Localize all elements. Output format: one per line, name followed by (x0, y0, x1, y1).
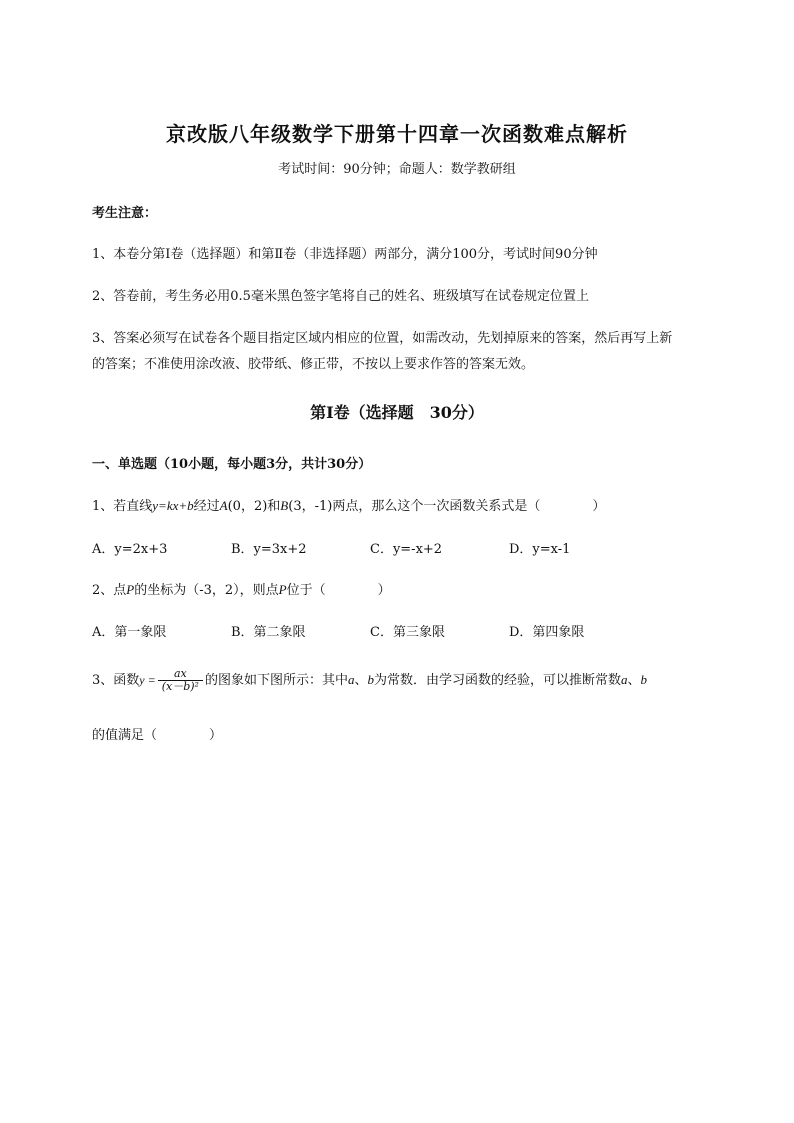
q1-option-a[interactable]: A．y=2x+3 (92, 542, 168, 557)
q1-option-c[interactable]: C．y=-x+2 (370, 542, 443, 557)
q3-separator: 、 (354, 673, 368, 689)
q3-separator-2: 、 (627, 673, 641, 689)
part-heading: 一、单选题（10小题，每小题3分，共计30分） (92, 457, 372, 472)
q2-option-a[interactable]: A．第一象限 (92, 625, 167, 640)
q3-denominator: (x－b)² (161, 680, 199, 694)
notice-heading: 考生注意： (92, 206, 158, 221)
q2-prefix: 2、点 (92, 583, 127, 598)
q2-option-c[interactable]: C．第三象限 (370, 625, 445, 640)
q1-coord-a: (0，2)和 (227, 499, 281, 514)
q1-point-b: B (280, 498, 289, 513)
q2-point-p2: P (278, 582, 287, 597)
notice-item-2: 2、答卷前，考生务必用0.5毫米黑色签字笔将自己的姓名、班级填写在试卷规定位置上 (92, 289, 589, 304)
question-2 (92, 579, 391, 598)
q1-point-a: A (219, 498, 228, 513)
page-title: 京改版八年级数学下册第十四章一次函数难点解析 (166, 122, 628, 146)
q1-prefix: 1、若直线 (92, 499, 153, 514)
q1-option-b[interactable]: B．y=3x+2 (231, 542, 307, 557)
q3-b2: b (640, 672, 648, 688)
q2-suffix: 位于（ ） (286, 583, 391, 598)
q1-mid: 经过 (193, 499, 220, 514)
q3-text-2: 为常数．由学习函数的经验，可以推断常数 (374, 673, 622, 689)
q3-fraction (158, 668, 203, 693)
q1-coord-b: (3，-1)两点，那么这个一次函数关系式是（ ） (288, 499, 606, 514)
q3-y: y = (139, 673, 156, 688)
q3-text: 的图象如下图所示：其中 (204, 673, 348, 689)
q3-b: b (367, 672, 374, 688)
q2-option-b[interactable]: B．第二象限 (231, 625, 306, 640)
q1-option-d[interactable]: D．y=x-1 (509, 542, 571, 557)
q2-mid: 的坐标为（-3，2），则点 (134, 583, 279, 598)
notice-item-3-cont: 的答案；不准使用涂改液、胶带纸、修正带，不按以上要求作答的答案无效。 (92, 357, 535, 372)
q1-equation: y=kx+b (152, 498, 194, 513)
exam-info: 考试时间：90分钟；命题人：数学教研组 (278, 162, 516, 177)
q3-line-2: 的值满足（ ） (92, 728, 223, 743)
q3-numerator: ax (158, 668, 203, 681)
notice-item-1: 1、本卷分第I卷（选择题）和第Ⅱ卷（非选择题）两部分，满分100分，考试时间90分钟 (92, 247, 598, 262)
q2-point-p: P (126, 582, 135, 597)
question-1 (92, 495, 605, 514)
q3-a: a (347, 672, 355, 688)
q2-option-d[interactable]: D．第四象限 (509, 625, 585, 640)
q3-prefix: 3、函数 (92, 673, 140, 689)
question-3 (92, 668, 647, 693)
q3-a2: a (621, 672, 628, 688)
section-title: 第I卷（选择题 30分） (310, 403, 484, 422)
notice-item-3: 3、答案必须写在试卷各个题目指定区域内相应的位置，如需改动，先划掉原来的答案，然后再写上新 (92, 331, 673, 346)
